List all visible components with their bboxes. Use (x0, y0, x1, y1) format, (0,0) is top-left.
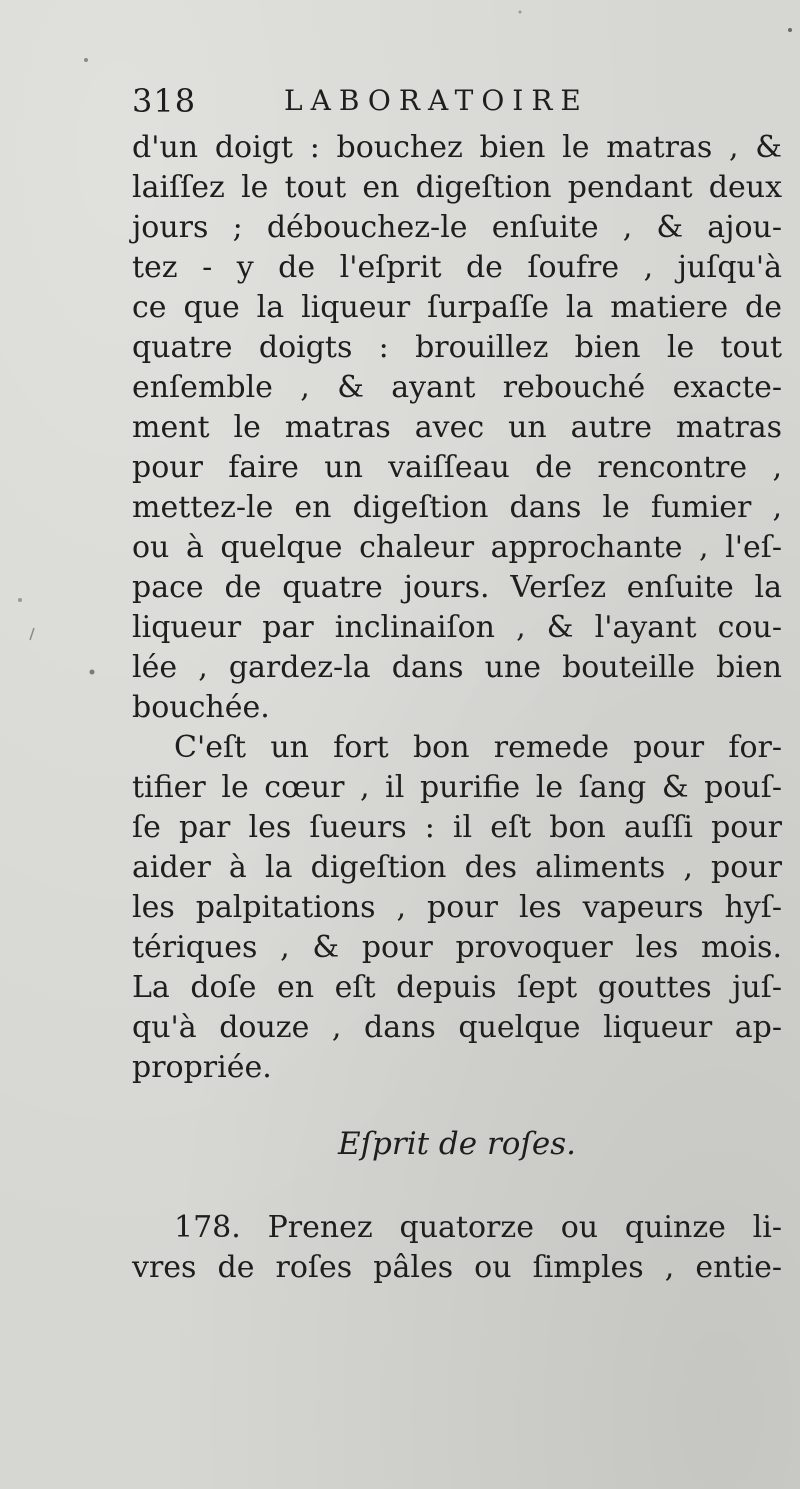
text-line: pace de quatre jours. Verſez enſuite la (132, 570, 782, 605)
text-line: La doſe en eſt depuis ſept gouttes juſ- (132, 970, 782, 1005)
text-line: bouchée. (132, 690, 270, 725)
text-line: propriée. (132, 1050, 272, 1085)
text-line: liqueur par inclinaiſon , & l'ayant cou- (132, 610, 782, 645)
text-line: laiſſez le tout en digeſtion pendant deux (132, 170, 782, 205)
text-line: C'eſt un fort bon remede pour for- (174, 730, 782, 765)
text-line: ment le matras avec un autre matras (132, 410, 782, 445)
text-line: mettez-le en digeſtion dans le fumier , (132, 490, 782, 525)
text-line: qu'à douze , dans quelque liqueur ap- (132, 1010, 782, 1045)
text-line: quatre doigts : brouillez bien le tout (132, 330, 782, 365)
text-line: aider à la digeſtion des aliments , pour (132, 850, 782, 885)
text-line: 178. Prenez quatorze ou quinze li- (174, 1210, 782, 1245)
text-line: pour faire un vaiſſeau de rencontre , (132, 450, 782, 485)
text-line: lée , gardez-la dans une bouteille bien (132, 650, 782, 685)
running-title: LABORATOIRE (284, 84, 589, 117)
text-line: d'un doigt : bouchez bien le matras , & (132, 130, 782, 165)
text-line: ou à quelque chaleur approchante , l'eſ- (132, 530, 782, 565)
section-subheading: Eſprit de roſes. (337, 1126, 577, 1162)
text-line: les palpitations , pour les vapeurs hyſ- (132, 890, 782, 925)
text-line: tifier le cœur , il purifie le ſang & pouſ- (132, 770, 782, 805)
text-line: ce que la liqueur ſurpaſſe la matiere de (132, 290, 782, 325)
text-line: jours ; débouchez-le enſuite , & ajou- (132, 210, 782, 245)
text-line: enſemble , & ayant rebouché exacte- (132, 370, 782, 405)
page-header (132, 82, 772, 126)
text-line: tez - y de l'eſprit de ſoufre , juſqu'à (132, 250, 782, 285)
page-number: 318 (132, 82, 197, 120)
text-line: tériques , & pour provoquer les mois. (132, 930, 782, 965)
text-line: vres de roſes pâles ou ſimples , entie- (132, 1250, 782, 1285)
text-line: ſe par les ſueurs : il eſt bon auſſi pour (132, 810, 782, 845)
